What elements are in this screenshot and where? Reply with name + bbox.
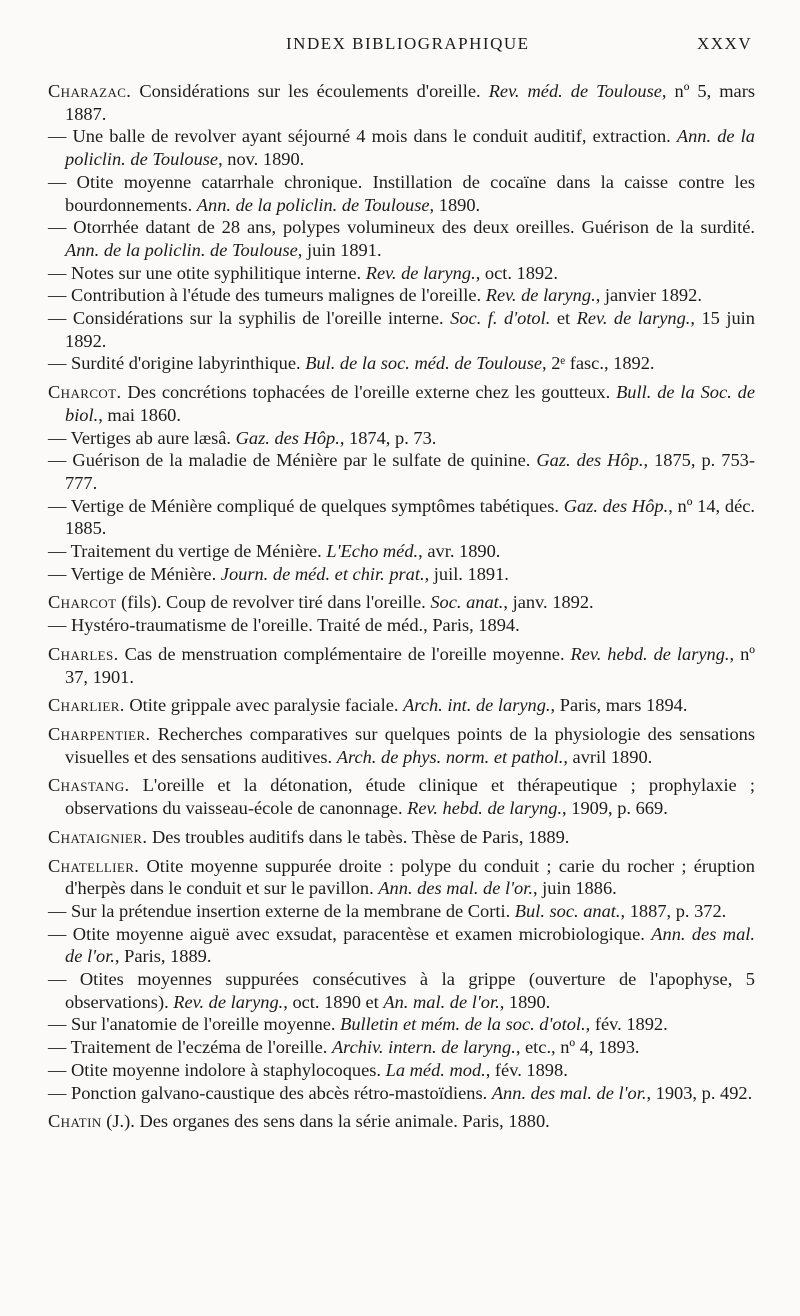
entry-journal: La méd. mod. — [385, 1059, 486, 1080]
entry-journal: Ann. de la policlin. de Toulouse — [196, 194, 430, 215]
bibliography-list — [48, 80, 755, 1133]
entry-text: , 1874, p. 73. — [339, 427, 437, 448]
entry-text: Otite moyenne aiguë avec exsudat, paracentèse et examen microbiologique. — [72, 923, 652, 944]
entry-text: Des concrétions tophacées de l'oreille externe chez les goutteux. — [121, 382, 617, 403]
entry-text: , oct. 1890 et — [283, 991, 384, 1012]
entry-text: Considérations sur la syphilis de l'oreille interne. — [72, 308, 451, 329]
bibliography-entry — [48, 774, 755, 819]
bibliography-entry — [48, 826, 755, 849]
bibliography-entry — [48, 694, 755, 717]
entry-journal: An. mal. de l'or. — [383, 991, 500, 1012]
entry-text: , 15 juin 1892. — [65, 308, 755, 351]
bibliography-entry — [48, 381, 755, 426]
entry-text: , 1903, p. 492. — [646, 1082, 753, 1103]
ditto-dash: — — [48, 1014, 71, 1035]
entry-text: Vertige de Ménière. — [70, 563, 221, 584]
entry-text: , 1875, p. 753-777. — [65, 450, 756, 493]
entry-journal: Bulletin et mém. de la soc. d'otol. — [340, 1014, 586, 1035]
entry-journal: Gaz. des Hôp. — [235, 427, 340, 448]
entry-text: , 1909, p. 669. — [562, 798, 668, 819]
entry-text: , 1887, p. 372. — [620, 900, 727, 921]
entry-text: , nº 14, déc. 1885. — [65, 495, 755, 539]
entry-text: Considérations sur les écoulements d'oreille. — [131, 81, 489, 101]
ditto-dash: — — [48, 900, 71, 921]
entry-author: Charazac. — [48, 81, 132, 101]
bibliography-entry — [48, 427, 755, 450]
entry-journal: Rev. hebd. de laryng. — [570, 643, 730, 664]
bibliography-entry — [48, 307, 755, 352]
entry-author: Charlier. — [48, 695, 125, 716]
entry-text: , mai 1860. — [98, 404, 181, 425]
entry-text: Ponction galvano-caustique des abcès rétro-mastoïdiens. — [71, 1082, 492, 1103]
bibliography-entry — [48, 262, 755, 285]
entry-journal: Gaz. des Hôp. — [536, 450, 644, 471]
entry-text: Cas de menstruation complémentaire de l'oreille moyenne. — [118, 643, 571, 664]
ditto-dash: — — [48, 450, 73, 471]
entry-journal: Rev. méd. de Toulouse — [488, 81, 662, 101]
ditto-dash: — — [48, 308, 73, 329]
bibliography-entry — [48, 1059, 755, 1082]
entry-text: Contribution à l'étude des tumeurs malignes de l'oreille. — [71, 285, 486, 306]
entry-text: , fév. 1892. — [585, 1014, 668, 1035]
bibliography-entry — [48, 171, 755, 216]
entry-journal: Journ. de méd. et chir. prat. — [220, 563, 425, 584]
bibliography-entry — [48, 1013, 755, 1036]
entry-text: Vertige de Ménière compliqué de quelques symptômes tabétiques. — [70, 495, 564, 516]
entry-text: , nov. 1890. — [218, 149, 305, 170]
bibliography-entry — [48, 900, 755, 923]
entry-text: , juin 1891. — [297, 239, 382, 260]
entry-journal: Bul. soc. anat. — [514, 900, 621, 921]
entry-journal: Ann. de la policlin. de Toulouse — [65, 126, 755, 170]
ditto-dash: — — [48, 615, 71, 636]
ditto-dash: — — [48, 262, 71, 283]
entry-author: Charles. — [48, 643, 119, 664]
entry-text: Sur l'anatomie de l'oreille moyenne. — [71, 1014, 341, 1035]
ditto-dash: — — [48, 427, 71, 448]
entry-text: , oct. 1892. — [475, 262, 558, 283]
entry-text: Recherches comparatives sur quelques points de la physiologie des sensations visuelles et des sensations auditives. — [65, 723, 755, 767]
entry-text: , etc., nº 4, 1893. — [515, 1037, 640, 1058]
bibliography-entry — [48, 923, 755, 968]
entry-text: et — [550, 308, 577, 329]
entry-journal: Rev. de laryng. — [576, 308, 691, 329]
bibliography-entry — [48, 125, 755, 170]
entry-journal: Archiv. intern. de laryng. — [331, 1037, 516, 1058]
bibliography-entry — [48, 495, 755, 540]
entry-journal: Ann. de la policlin. de Toulouse — [65, 239, 298, 260]
entry-text: Traitement de l'eczéma de l'oreille. — [70, 1037, 332, 1058]
entry-journal: Rev. de laryng. — [173, 991, 284, 1012]
ditto-dash: — — [48, 563, 71, 584]
entry-text: Otite moyenne catarrhale chronique. Instillation de cocaïne dans la caisse contre les bourdonnements. — [65, 171, 755, 215]
entry-text: Surdité d'origine labyrinthique. — [71, 353, 306, 374]
entry-author: Chataignier. — [48, 826, 148, 847]
bibliography-entry — [48, 1110, 755, 1133]
entry-text: L'oreille et la détonation, étude clinique et thérapeutique ; prophylaxie ; observations du vaisseau-école de canonnage. — [65, 775, 755, 819]
entry-journal: Gaz. des Hôp. — [563, 495, 669, 516]
entry-journal: Rev. de laryng. — [485, 285, 596, 306]
entry-text: , juin 1886. — [532, 878, 617, 899]
entry-journal: Bull. de la Soc. de biol. — [65, 382, 755, 425]
bibliography-entry — [48, 216, 755, 261]
entry-journal: Soc. anat. — [430, 592, 504, 613]
bibliography-entry — [48, 1036, 755, 1059]
entry-journal: Ann. des mal. de l'or. — [65, 923, 755, 967]
running-header — [0, 34, 800, 58]
entry-text: , juil. 1891. — [424, 563, 509, 584]
entry-text: Sur la prétendue insertion externe de la membrane de Corti. — [71, 900, 515, 921]
ditto-dash: — — [48, 541, 71, 562]
bibliography-entry — [48, 449, 755, 494]
ditto-dash: — — [48, 217, 74, 238]
ditto-dash: — — [48, 1059, 71, 1080]
entry-text: , Paris, 1889. — [114, 946, 212, 967]
ditto-dash: — — [48, 171, 77, 192]
entry-journal: L'Echo méd. — [326, 541, 419, 562]
entry-text: Vertiges ab aure læsâ. — [70, 427, 236, 448]
entry-author: Charcot — [48, 592, 117, 613]
entry-text: (J.). Des organes des sens dans la série animale. Paris, 1880. — [101, 1111, 550, 1132]
entry-text: Guérison de la maladie de Ménière par le sulfate de quinine. — [72, 450, 537, 471]
entry-text: , janv. 1892. — [503, 592, 594, 613]
entry-text: , avril 1890. — [563, 746, 653, 767]
entry-journal: Soc. f. d'otol. — [450, 308, 551, 329]
bibliography-entry — [48, 591, 755, 614]
bibliography-entry — [48, 80, 755, 125]
entry-text: , janvier 1892. — [595, 285, 702, 306]
entry-text: Otite moyenne suppurée droite : polype du conduit ; carie du rocher ; éruption d'herpès dans le conduit et sur le pavillon. — [65, 855, 755, 899]
entry-text: , nº 37, 1901. — [65, 643, 755, 687]
entry-text: , fév. 1898. — [485, 1059, 568, 1080]
bibliography-entry — [48, 352, 755, 375]
entry-journal: Rev. de laryng. — [365, 262, 476, 283]
bibliography-entry — [48, 723, 755, 768]
entry-text: (fils). Coup de revolver tiré dans l'oreille. — [116, 592, 431, 613]
running-title: INDEX BIBLIOGRAPHIQUE — [286, 34, 530, 53]
entry-text: Hystéro-traumatisme de l'oreille. Traité de méd., Paris, 1894. — [71, 615, 520, 636]
entry-journal: Ann. des mal. de l'or. — [378, 878, 533, 899]
entry-journal: Ann. des mal. de l'or. — [491, 1082, 647, 1103]
ditto-dash: — — [48, 285, 71, 306]
entry-text: , 1890. — [499, 991, 551, 1012]
ditto-dash: — — [48, 353, 71, 374]
bibliography-entry — [48, 855, 755, 900]
entry-journal: Rev. hebd. de laryng. — [407, 798, 563, 819]
entry-journal: Arch. de phys. norm. et pathol. — [336, 746, 564, 767]
bibliography-entry — [48, 563, 755, 586]
entry-text: , Paris, mars 1894. — [550, 695, 688, 716]
entry-text: Notes sur une otite syphilitique interne. — [71, 262, 366, 283]
bibliography-entry — [48, 614, 755, 637]
entry-journal: Arch. int. de laryng. — [403, 695, 551, 716]
bibliography-entry — [48, 284, 755, 307]
entry-text: Otites moyennes suppurées consécutives à la grippe (ouverture de l'apophyse, 5 observations). — [65, 969, 755, 1012]
entry-author: Chatellier. — [48, 855, 140, 876]
ditto-dash: — — [48, 969, 80, 990]
bibliography-entry — [48, 643, 755, 688]
bibliography-entry — [48, 540, 755, 563]
entry-text: , nº 5, mars 1887. — [65, 81, 755, 124]
entry-text: , avr. 1890. — [418, 541, 501, 562]
entry-author: Charpentier. — [48, 723, 151, 744]
ditto-dash: — — [48, 126, 73, 147]
ditto-dash: — — [48, 495, 71, 516]
entry-text: Otite grippale avec paralysie faciale. — [124, 695, 404, 716]
entry-text: Otorrhée datant de 28 ans, polypes volumineux des deux oreilles. Guérison de la surdité. — [73, 217, 755, 238]
entry-author: Charcot. — [48, 382, 122, 403]
entry-author: Chatin — [48, 1111, 102, 1132]
entry-text: Une balle de revolver ayant séjourné 4 mois dans le conduit auditif, extraction. — [72, 126, 677, 147]
bibliography-entry — [48, 968, 755, 1013]
ditto-dash: — — [48, 923, 73, 944]
ditto-dash: — — [48, 1082, 71, 1103]
ditto-dash: — — [48, 1037, 71, 1058]
entry-text: Otite moyenne indolore à staphylocoques. — [71, 1059, 386, 1080]
bibliography-entry — [48, 1082, 755, 1105]
entry-text: , 1890. — [429, 194, 481, 215]
entry-text: , 2ᵉ fasc., 1892. — [542, 353, 655, 374]
entry-text: Des troubles auditifs dans le tabès. Thèse de Paris, 1889. — [147, 826, 570, 847]
entry-text: Traitement du vertige de Ménière. — [70, 541, 327, 562]
page-number: XXXV — [697, 34, 753, 53]
entry-author: Chastang. — [48, 775, 130, 796]
entry-journal: Bul. de la soc. méd. de Toulouse — [305, 353, 543, 374]
